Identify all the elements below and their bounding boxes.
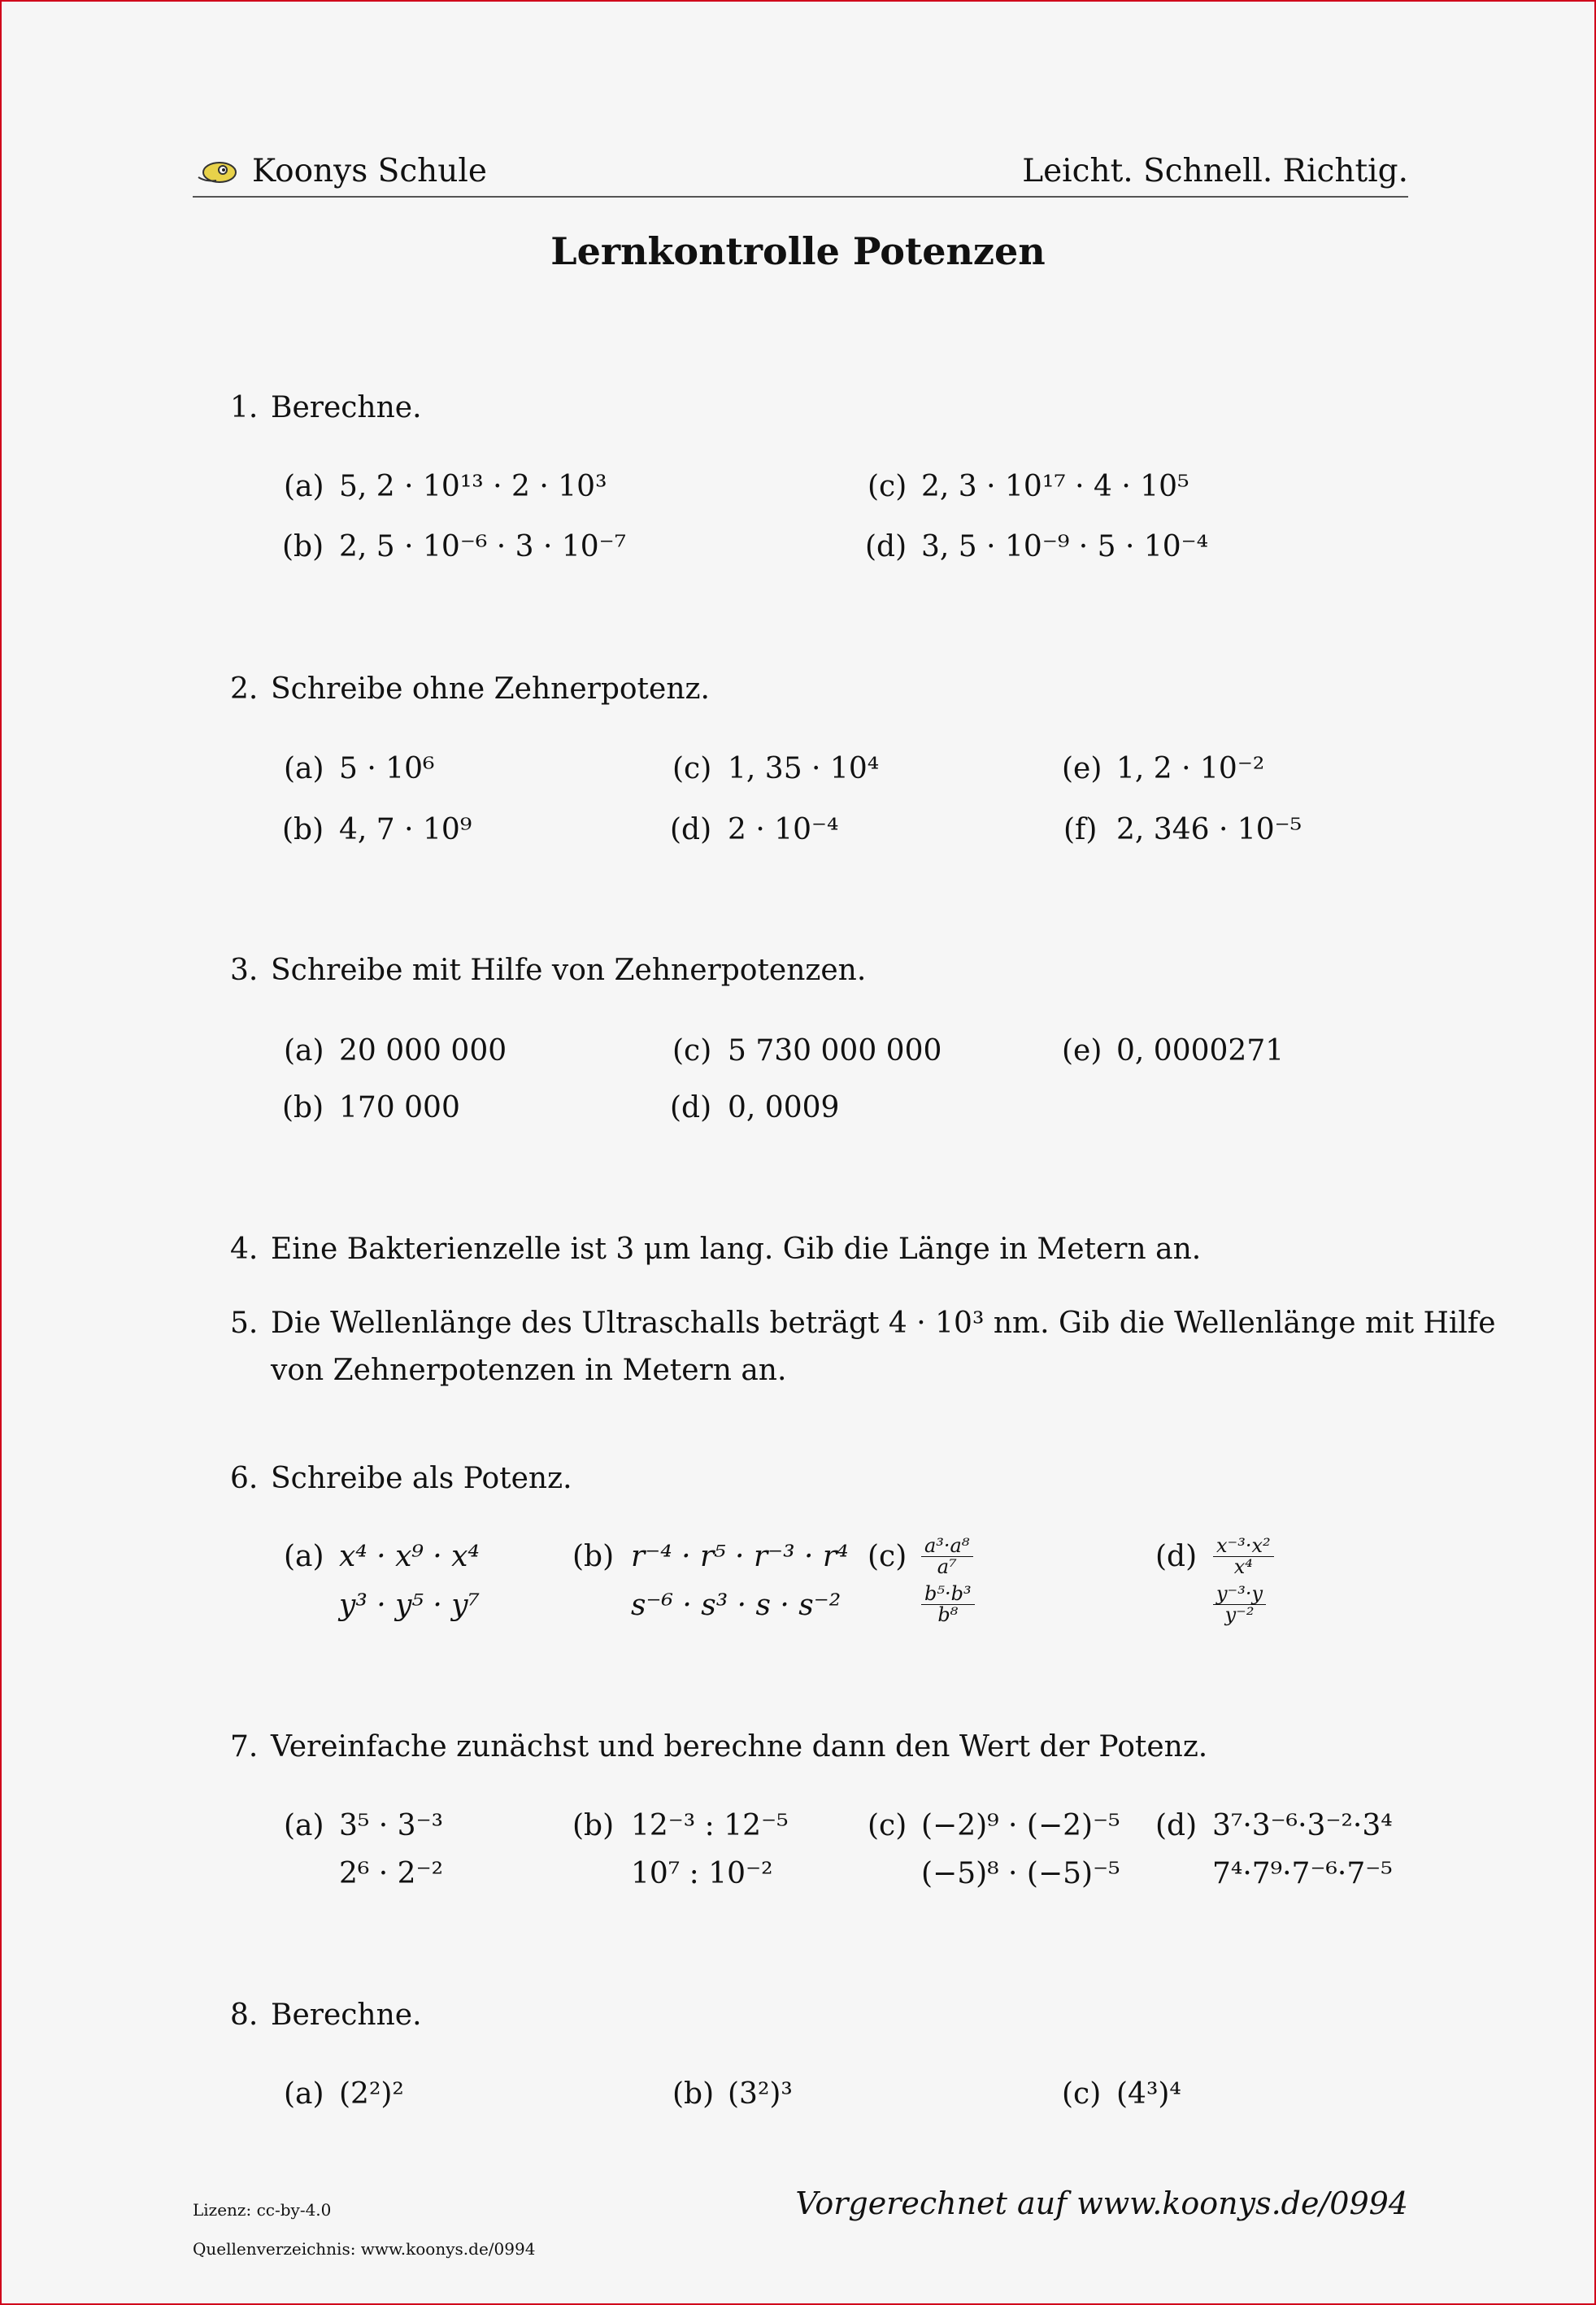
q6-d-fraction-2-numerator: y⁻³·y [1213, 1584, 1266, 1605]
q2-e-expr: 1, 2 · 10⁻² [1116, 752, 1265, 785]
q7-a-label: (a) [284, 1809, 324, 1842]
q3-a-label: (a) [284, 1034, 324, 1068]
q8-c-label: (c) [1062, 2077, 1102, 2111]
q7-d-line2: 7⁴·7⁹·7⁻⁶·7⁻⁵ [1212, 1857, 1393, 1890]
q6-d-fraction-2-denominator: y⁻² [1224, 1603, 1255, 1627]
header-divider [193, 196, 1408, 198]
q2-c-expr: 1, 35 · 10⁴ [728, 752, 880, 785]
q2-e-label: (e) [1062, 752, 1102, 785]
page-title: Lernkontrolle Potenzen [550, 229, 1046, 273]
q7-a-line2: 2⁶ · 2⁻² [339, 1857, 444, 1890]
question-6-number: 6. [230, 1462, 259, 1495]
q1-b-expr: 2, 5 · 10⁻⁶ · 3 · 10⁻⁷ [339, 530, 627, 563]
q2-b-label: (b) [282, 813, 324, 846]
q8-c-expr: (4³)⁴ [1116, 2077, 1181, 2111]
q7-b-label: (b) [572, 1809, 615, 1842]
q2-d-label: (d) [670, 813, 712, 846]
q1-c-expr: 2, 3 · 10¹⁷ · 4 · 10⁵ [921, 470, 1189, 503]
q2-f-label: (f) [1063, 813, 1098, 846]
question-8-prompt: Berechne. [271, 1998, 422, 2032]
q8-b-label: (b) [672, 2077, 715, 2111]
slogan: Leicht. Schnell. Richtig. [1022, 153, 1408, 189]
q6-d-fraction-1 [1213, 1536, 1274, 1577]
q6-b-line2: s⁻⁶ · s³ · s · s⁻² [631, 1589, 841, 1622]
question-5-number: 5. [230, 1307, 259, 1340]
q7-c-label: (c) [868, 1809, 907, 1842]
q1-b-label: (b) [282, 530, 324, 563]
q6-c-fraction-1 [921, 1536, 973, 1577]
q3-d-label: (d) [670, 1091, 712, 1124]
q6-d-label: (d) [1155, 1540, 1198, 1573]
q8-a-label: (a) [284, 2077, 324, 2111]
question-2-number: 2. [230, 672, 259, 706]
q2-f-expr: 2, 346 · 10⁻⁵ [1116, 813, 1302, 846]
question-2-prompt: Schreibe ohne Zehnerpotenz. [271, 672, 710, 706]
question-5-prompt-line2: von Zehnerpotenzen in Metern an. [271, 1354, 787, 1387]
question-5-prompt-line1: Die Wellenlänge des Ultraschalls beträgt 4 · 10³ nm. Gib die Wellenlänge mit Hilfe [271, 1307, 1496, 1340]
q8-a-expr: (2²)² [339, 2077, 404, 2111]
q7-d-line1: 3⁷·3⁻⁶·3⁻²·3⁴ [1212, 1809, 1393, 1842]
question-7-number: 7. [230, 1730, 259, 1764]
q2-a-expr: 5 · 10⁶ [339, 752, 435, 785]
q6-c-fraction-1-numerator: a³·a⁸ [921, 1536, 973, 1557]
q3-a-expr: 20 000 000 [339, 1034, 507, 1068]
sources-text: Quellenverzeichnis: www.koonys.de/0994 [193, 2239, 536, 2259]
q3-b-label: (b) [282, 1091, 324, 1124]
q1-a-label: (a) [284, 470, 324, 503]
license-text: Lizenz: cc-by-4.0 [193, 2200, 332, 2220]
q7-b-line2: 10⁷ : 10⁻² [631, 1857, 773, 1890]
q7-d-label: (d) [1155, 1809, 1198, 1842]
q6-a-line2: y³ · y⁵ · y⁷ [339, 1589, 480, 1622]
q6-c-fraction-2-numerator: b⁵·b³ [921, 1584, 975, 1605]
q6-c-fraction-1-denominator: a⁷ [937, 1555, 957, 1579]
q7-c-line2: (−5)⁸ · (−5)⁻⁵ [921, 1857, 1120, 1890]
q2-a-label: (a) [284, 752, 324, 785]
q6-d-fraction-1-denominator: x⁴ [1233, 1555, 1253, 1579]
q1-d-expr: 3, 5 · 10⁻⁹ · 5 · 10⁻⁴ [921, 530, 1209, 563]
q2-b-expr: 4, 7 · 10⁹ [339, 813, 472, 846]
q6-a-line1: x⁴ · x⁹ · x⁴ [339, 1540, 480, 1573]
q1-a-expr: 5, 2 · 10¹³ · 2 · 10³ [339, 470, 607, 503]
question-1-prompt: Berechne. [271, 391, 422, 424]
question-3-number: 3. [230, 954, 259, 987]
question-7-prompt: Vereinfache zunächst und berechne dann den Wert der Potenz. [271, 1730, 1208, 1764]
q6-c-label: (c) [868, 1540, 907, 1573]
q8-b-expr: (3²)³ [728, 2077, 793, 2111]
q6-a-label: (a) [284, 1540, 324, 1573]
q7-b-line1: 12⁻³ : 12⁻⁵ [631, 1809, 789, 1842]
brand-name: Koonys Schule [252, 153, 487, 189]
question-4-number: 4. [230, 1233, 259, 1266]
question-6-prompt: Schreibe als Potenz. [271, 1462, 572, 1495]
question-3-prompt: Schreibe mit Hilfe von Zehnerpotenzen. [271, 954, 867, 987]
question-8-number: 8. [230, 1998, 259, 2032]
q2-d-expr: 2 · 10⁻⁴ [728, 813, 839, 846]
q6-b-label: (b) [572, 1540, 615, 1573]
q3-b-expr: 170 000 [339, 1091, 460, 1124]
q6-d-fraction-2 [1213, 1584, 1266, 1625]
q2-c-label: (c) [672, 752, 712, 785]
q1-c-label: (c) [868, 470, 907, 503]
q6-c-fraction-2-denominator: b⁸ [937, 1603, 959, 1627]
q3-e-expr: 0, 0000271 [1116, 1034, 1285, 1068]
question-1-number: 1. [230, 391, 259, 424]
q3-c-expr: 5 730 000 000 [728, 1034, 942, 1068]
solution-link[interactable]: Vorgerechnet auf www.koonys.de/0994 [795, 2185, 1408, 2221]
q1-d-label: (d) [865, 530, 907, 563]
q3-e-label: (e) [1062, 1034, 1102, 1068]
q3-d-expr: 0, 0009 [728, 1091, 840, 1124]
q6-d-fraction-1-numerator: x⁻³·x² [1213, 1536, 1274, 1557]
q7-c-line1: (−2)⁹ · (−2)⁻⁵ [921, 1809, 1120, 1842]
q6-c-fraction-2 [921, 1584, 975, 1625]
koonys-logo-icon [195, 154, 237, 185]
q6-b-line1: r⁻⁴ · r⁵ · r⁻³ · r⁴ [631, 1540, 849, 1573]
question-4-prompt: Eine Bakterienzelle ist 3 μm lang. Gib die Länge in Metern an. [271, 1233, 1202, 1266]
q3-c-label: (c) [672, 1034, 712, 1068]
q7-a-line1: 3⁵ · 3⁻³ [339, 1809, 444, 1842]
